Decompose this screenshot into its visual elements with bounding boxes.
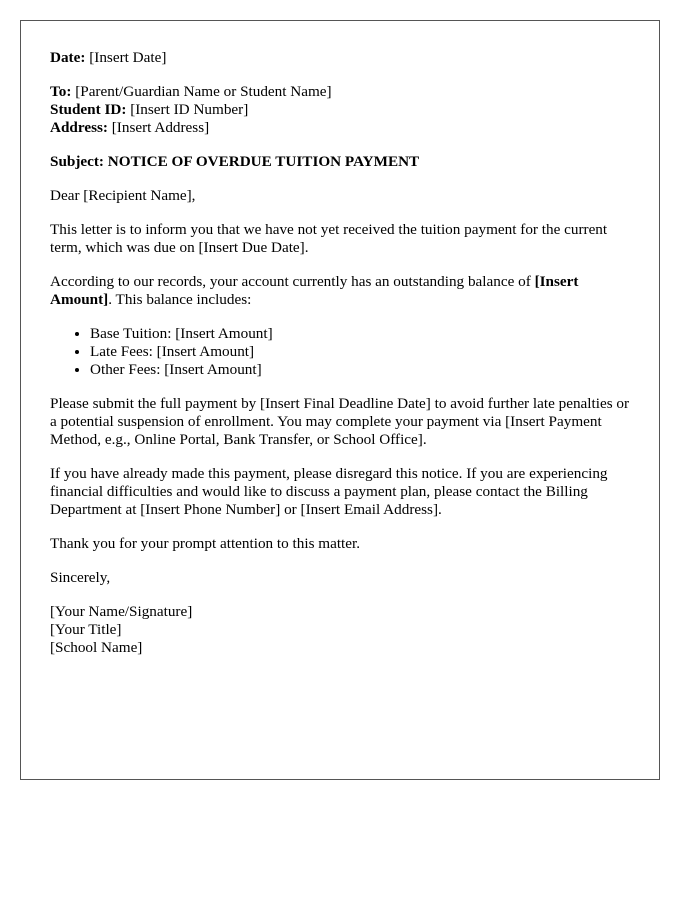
signer-title: [Your Title] [50,621,122,638]
balance-text-after: . This balance includes: [108,291,252,308]
school-name: [School Name] [50,639,143,656]
student-id-label: Student ID: [50,101,127,118]
student-id-value: [Insert ID Number] [130,101,249,118]
valediction: Sincerely, [50,569,111,586]
date-label: Date: [50,49,86,66]
to-line [50,83,630,101]
balance-text-before: According to our records, your account currently has an outstanding balance of [50,273,535,290]
subject-value: NOTICE OF OVERDUE TUITION PAYMENT [107,153,420,170]
signature-block [50,603,630,657]
fee-breakdown-list [50,325,630,379]
date-value: [Insert Date] [89,49,167,66]
signer-name: [Your Name/Signature] [50,603,193,620]
address-value: [Insert Address] [111,119,210,136]
paragraph-outstanding-balance [50,273,630,309]
paragraph-payment-plan: If you have already made this payment, please disregard this notice. If you are experiencing financial difficulties and would like to discuss a payment plan, please contact the Billing Department at [Insert Phone Number] or [Insert Email Address]. [50,465,608,518]
list-item: • Late Fees: [Insert Amount] [90,343,630,361]
salutation: Dear [Recipient Name], [50,187,196,204]
student-id-line [50,101,630,119]
date-line [50,49,630,67]
paragraph-payment-deadline: Please submit the full payment by [Insert Final Deadline Date] to avoid further late penalties or a potential suspension of enrollment. You may complete your payment via [Insert Payment Method, e.g., Online Portal, Bank Transfer, or School Office]. [50,395,630,448]
paragraph-payment-not-received: This letter is to inform you that we have not yet received the tuition payment for the current term, which was due on [Insert Due Date]. [50,221,608,256]
to-value: [Parent/Guardian Name or Student Name] [75,83,332,100]
address-label: Address: [50,119,108,136]
address-line [50,119,630,137]
paragraph-thank-you: Thank you for your prompt attention to this matter. [50,535,361,552]
balance-amount: [Insert Amount] [50,273,579,308]
letter-page [20,20,660,780]
to-label: To: [50,83,72,100]
list-item: • Other Fees: [Insert Amount] [90,361,630,379]
list-item: • Base Tuition: [Insert Amount] [90,325,630,343]
subject-label: Subject: [50,153,104,170]
recipient-block [50,83,630,137]
subject-line [50,153,630,171]
